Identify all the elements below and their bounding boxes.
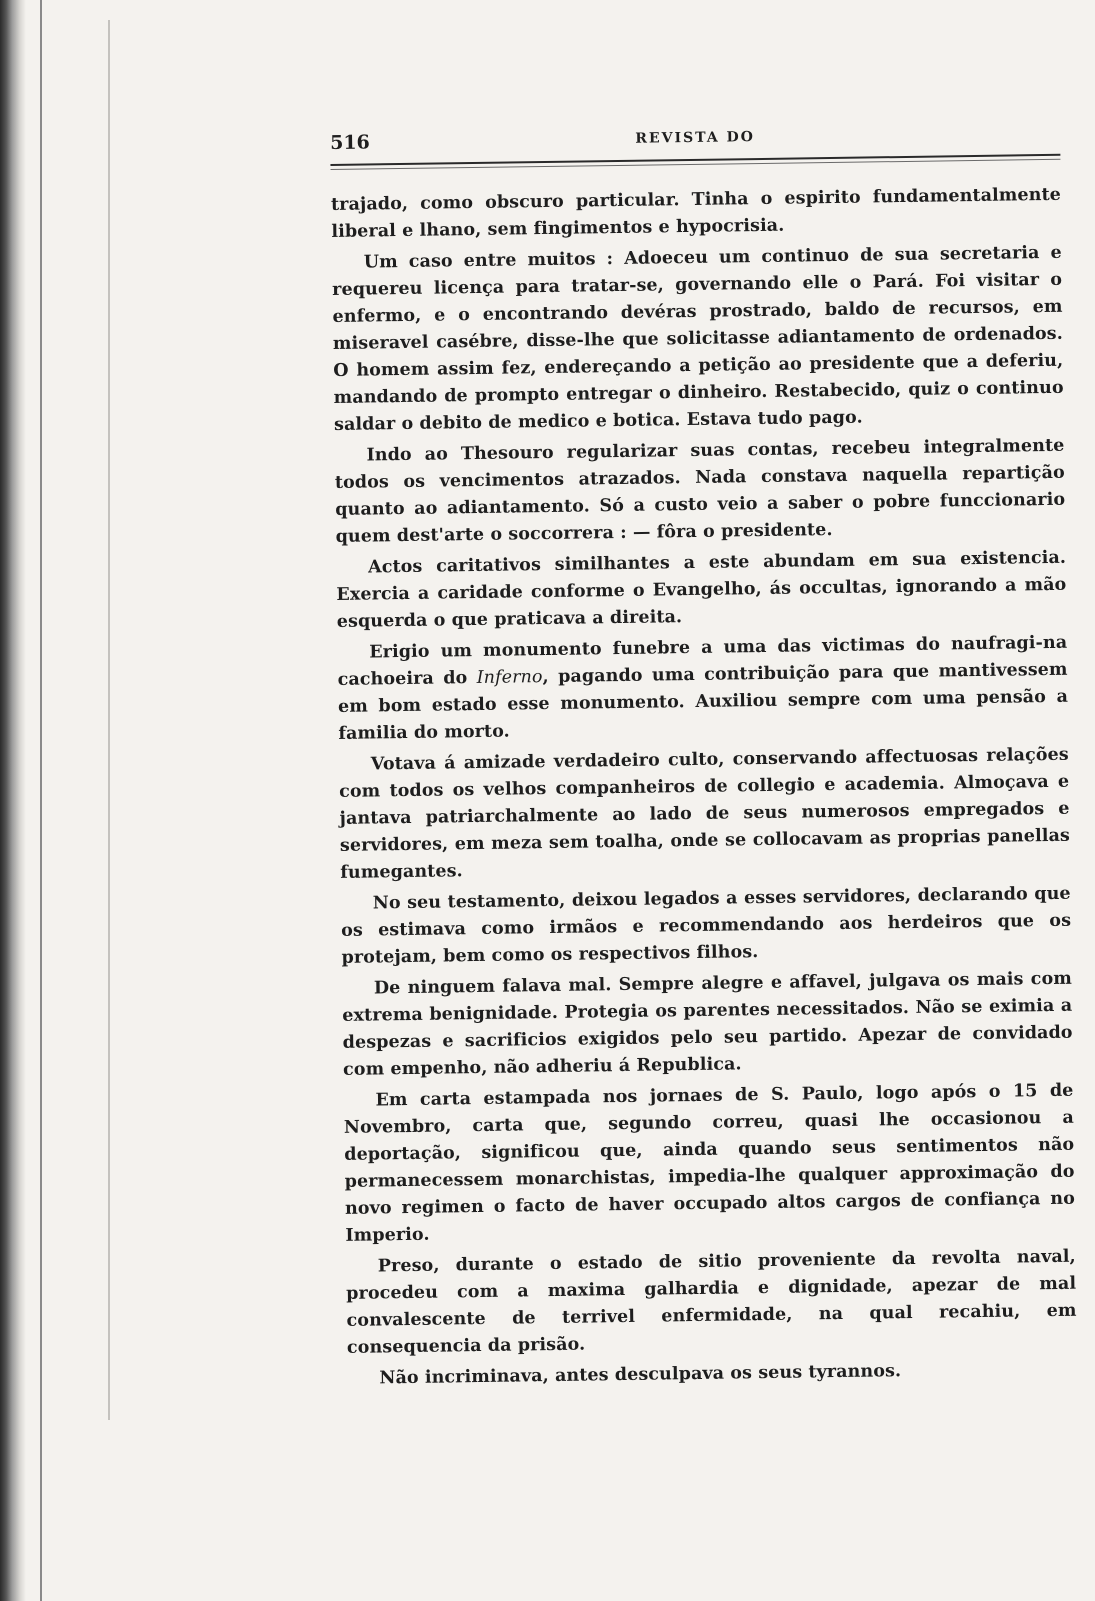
binding-shadow-line — [40, 0, 42, 1601]
page-number: 516 — [330, 131, 370, 154]
paragraph: Indo ao Thesouro regularizar suas contas, recebeu integralmente todos os vencimentos atrazados. Nada constava naquella repartição quanto ao adiantamento. Só a custo veio a saber o pobre funccionario quem dest'arte o soccorrera : — fôra o presidente. — [334, 435, 1066, 547]
paragraph: Em carta estampada nos jornaes de S. Paulo, logo após o 15 de Novembro, carta que, segundo correu, quasi lhe occasionou a deportação, significou que, ainda quando seus sentimentos não permanecessem monarchistas, impedia-lhe qualquer approximação do novo regimen o facto de haver occupado altos cargos de confiança no Imperio. — [343, 1080, 1076, 1246]
paragraph: Actos caritativos similhantes a este abundam em sua existencia. Exercia a caridade conforme o Evangelho, ás occultas, ignorando a mão esquerda o que praticava a direita. — [336, 547, 1067, 632]
book-page — [330, 122, 1078, 1397]
paragraph: Votava á amizade verdadeiro culto, conservando affectuosas relações com todos os velhos companheiros de collegio e academia. Almoçava e jantava patriarchalmente ao lado de seus numerosos empregados e servidores, em meza sem toalha, onde se collocavam as proprias panellas fumegantes. — [339, 744, 1071, 883]
paragraph: Um caso entre muitos : Adoeceu um continuo de sua secretaria e requereu licença para tratar-se, governando elle o Pará. Foi visitar o enfermo, e o encontrando devéras prostrado, baldo de recursos, em miseravel casébre, disse-lhe que solicitasse adiantamento de ordenados. O homem assim fez, endereçando a petição ao presidente que a deferiu, mandando de prompto entregar o dinheiro. Restabecido, quiz o continuo saldar o debito de medico e botica. Estava tudo pago. — [332, 242, 1064, 435]
paragraph-text: Erigio um monumento funebre a uma das victimas do naufragi-na cachoeira do — [337, 632, 1068, 690]
body-text — [331, 182, 1078, 1393]
paragraph: Não incriminava, antes desculpava os seus tyrannos. — [379, 1361, 902, 1389]
binding-shadow-line — [108, 20, 110, 1420]
paragraph: No seu testamento, deixou legados a esses servidores, declarando que os estimava como irmãos e recommendando aos herdeiros que os protejam, bem como os respectivos filhos. — [341, 883, 1072, 968]
paragraph: trajado, como obscuro particular. Tinha o espirito fundamentalmente liberal e lhano, sem fingimentos e hypocrisia. — [330, 184, 1062, 242]
book-binding-edge — [0, 0, 26, 1601]
paragraph-text: , pagando uma contribuição para que mantivessem em bom estado esse monumento. Auxiliou sempre com uma pensão a familia do morto. — [337, 659, 1069, 744]
paragraph: De ninguem falava mal. Sempre alegre e affavel, julgava os mais com extrema benignidade. Protegia os parentes necessitados. Não se eximia a despezas e sacrificios exigidos pelo seu partido. Apezar de convidado com empenho, não adheriu á Republica. — [342, 968, 1073, 1080]
running-head: REVISTA DO — [635, 129, 756, 147]
paragraph — [337, 630, 1068, 748]
italic-place-name: Inferno — [476, 667, 543, 689]
paragraph: Preso, durante o estado de sitio proveniente da revolta naval, procedeu com a maxima galhardia e dignidade, apezar de mal convalescente de terrivel enfermidade, na qual recahiu, em consequencia da prisão. — [346, 1246, 1077, 1358]
